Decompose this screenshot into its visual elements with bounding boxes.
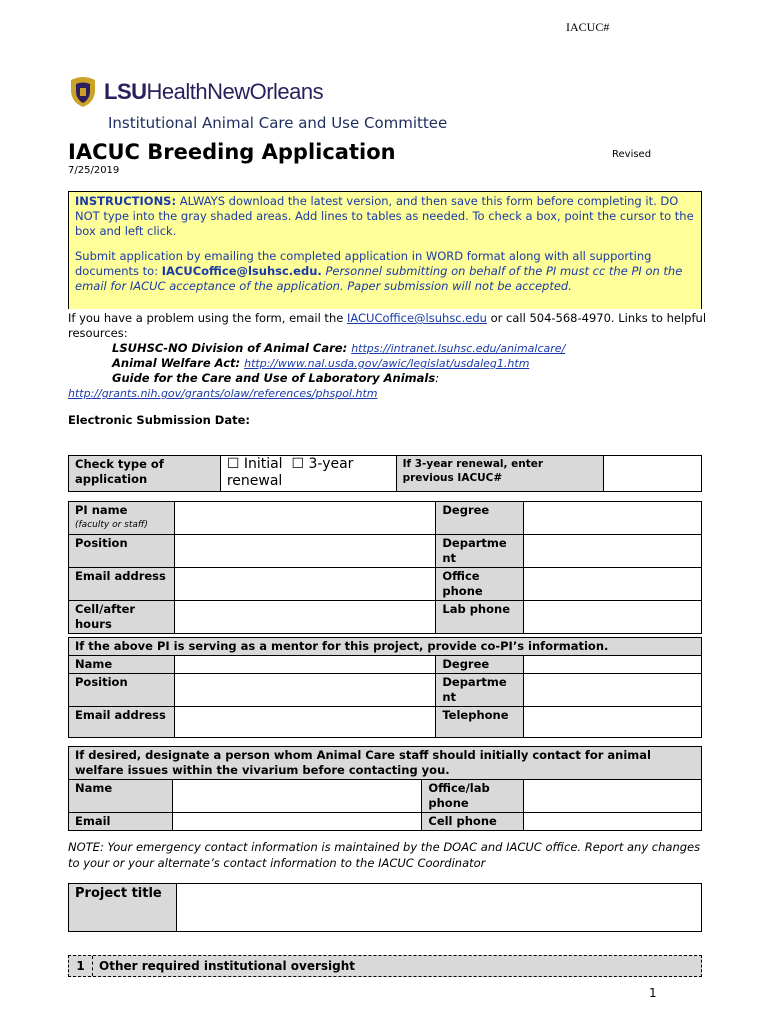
copi-info-table (68, 637, 702, 738)
page-title: IACUC Breeding Application (68, 140, 396, 164)
help-post-text: or call 504-568-4970. Links to helpful resources: (68, 311, 707, 340)
pi-name-field[interactable] (174, 502, 435, 535)
contact-office-label: Office/lab phone (422, 780, 524, 813)
copi-email-field[interactable] (174, 707, 435, 738)
revised-label: Revised (612, 149, 652, 160)
contact-email-label: Email (69, 813, 173, 831)
emergency-contact-note: NOTE: Your emergency contact information is maintained by the DOAC and IACUC office. Report any changes to your or your alternate’s contact information to the IACUC Coordinator (68, 840, 701, 870)
instructions-label: INSTRUCTIONS: (75, 194, 177, 208)
copi-department-field[interactable] (524, 674, 702, 707)
resource-doac-label: LSUHSC-NO Division of Animal Care: (112, 341, 348, 355)
resource-doac (68, 341, 708, 356)
pi-name-label (69, 502, 175, 535)
help-pre-text: If you have a problem using the form, email the (68, 311, 344, 325)
copi-degree-field[interactable] (524, 656, 702, 674)
submit-email[interactable]: IACUCoffice@lsuhsc.edu. (161, 264, 322, 278)
electronic-submission-date-label: Electronic Submission Date: (68, 413, 250, 427)
lsu-shield-icon (68, 76, 98, 108)
section-1-header (68, 955, 702, 977)
logo-health-text: HealthNewOrleans (146, 79, 324, 104)
project-title-table (68, 883, 702, 932)
revision-date: 7/25/2019 (68, 165, 120, 176)
pi-name-label-text: PI name (75, 503, 128, 517)
resource-guide (68, 371, 708, 386)
contact-office-field[interactable] (524, 780, 702, 813)
contact-email-field[interactable] (172, 813, 422, 831)
contact-cell-field[interactable] (524, 813, 702, 831)
pi-name-hint: (faculty or staff) (75, 520, 148, 530)
resource-doac-link[interactable]: https://intranet.lsuhsc.edu/animalcare/ (351, 342, 566, 355)
renewal-prompt: If 3-year renewal, enter previous IACUC# (396, 456, 604, 492)
pi-degree-field[interactable] (524, 502, 702, 535)
copi-position-label: Position (69, 674, 175, 707)
contact-header: If desired, designate a person whom Animal Care staff should initially contact for animal welfare issues within the vivarium before contacting you. (69, 747, 702, 780)
instructions-box (68, 191, 702, 309)
previous-iacuc-field[interactable] (604, 456, 702, 492)
contact-cell-label: Cell phone (422, 813, 524, 831)
submit-text: Submit application by emailing the completed application in WORD format along with all supporting documents to: (75, 249, 652, 278)
type-options (220, 456, 396, 492)
section-1-number: 1 (69, 956, 93, 976)
copi-degree-label: Degree (436, 656, 524, 674)
pi-cell-label: Cell/after hours (69, 601, 175, 634)
project-title-field[interactable] (176, 884, 701, 932)
copi-header: If the above PI is serving as a mentor for this project, provide co-PI’s information. (69, 638, 702, 656)
copi-email-label: Email address (69, 707, 175, 738)
instructions-text: ALWAYS download the latest version, and then save this form before completing it. DO NOT type into the gray shaded areas. Add lines to tables as needed. To check a box, point the cursor to the box and left click. (75, 194, 694, 238)
contact-name-label: Name (69, 780, 173, 813)
pi-degree-label: Degree (436, 502, 524, 535)
help-section (68, 311, 708, 401)
resource-awa-label: Animal Welfare Act: (112, 356, 241, 370)
copi-telephone-field[interactable] (524, 707, 702, 738)
cc-pi-text: Personnel submitting on behalf of the PI must cc the PI on the email for IACUC acceptance of the application. (75, 264, 683, 293)
copi-telephone-label: Telephone (436, 707, 524, 738)
pi-office-phone-label: Office phone (436, 568, 524, 601)
pi-email-field[interactable] (174, 568, 435, 601)
pi-position-field[interactable] (174, 535, 435, 568)
resource-guide-link[interactable]: http://grants.nih.gov/grants/olaw/references/phspol.htm (68, 387, 378, 400)
copi-position-field[interactable] (174, 674, 435, 707)
section-1-title: Other required institutional oversight (99, 959, 356, 973)
pi-department-label: Departme nt (436, 535, 524, 568)
pi-position-label: Position (69, 535, 175, 568)
copi-name-label: Name (69, 656, 175, 674)
animal-care-contact-table (68, 746, 702, 831)
resource-guide-colon: : (435, 371, 440, 385)
resource-guide-label: Guide for the Care and Use of Laboratory Animals (112, 371, 436, 385)
iacuc-number-label: IACUC# (566, 20, 610, 34)
pi-lab-phone-label: Lab phone (436, 601, 524, 634)
paper-text: Paper submission will not be accepted. (347, 279, 572, 293)
pi-department-field[interactable] (524, 535, 702, 568)
copi-name-field[interactable] (174, 656, 435, 674)
three-year-checkbox[interactable]: ☐ 3-year renewal (226, 456, 354, 489)
resource-awa-link[interactable]: http://www.nal.usda.gov/awic/legislat/usdaleg1.htm (244, 357, 530, 370)
application-type-table (68, 455, 702, 492)
copi-department-label: Departme nt (436, 674, 524, 707)
committee-name: Institutional Animal Care and Use Committee (108, 114, 448, 132)
pi-office-phone-field[interactable] (524, 568, 702, 601)
initial-checkbox[interactable]: ☐ Initial (226, 456, 283, 472)
page-number: 1 (649, 986, 657, 1000)
project-title-label: Project title (69, 884, 177, 932)
pi-lab-phone-field[interactable] (524, 601, 702, 634)
help-email-link[interactable]: IACUCoffice@lsuhsc.edu (346, 311, 487, 325)
check-type-label: Check type of application (69, 456, 221, 492)
pi-email-label: Email address (69, 568, 175, 601)
lsu-health-logo (68, 74, 323, 110)
logo-lsu-text: LSU (104, 79, 147, 104)
pi-cell-field[interactable] (174, 601, 435, 634)
resource-awa (68, 356, 708, 371)
pi-info-table (68, 501, 702, 634)
contact-name-field[interactable] (172, 780, 422, 813)
